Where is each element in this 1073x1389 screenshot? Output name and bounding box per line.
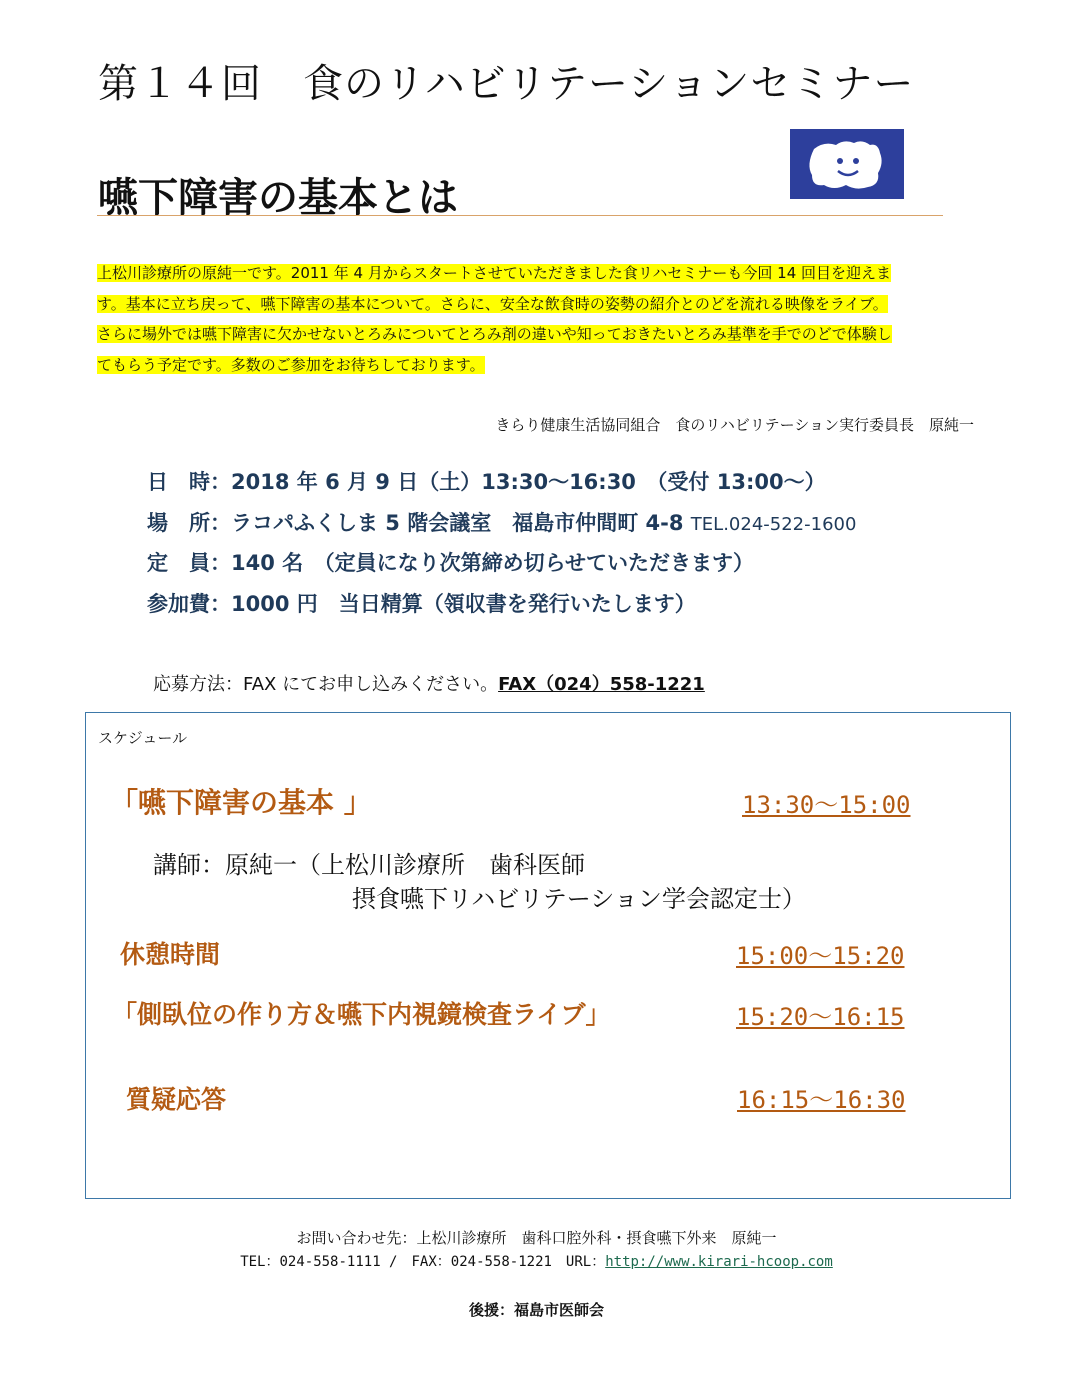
- website-link[interactable]: http://www.kirari-hcoop.com: [605, 1254, 833, 1270]
- schedule-item-title: 「嚥下障害の基本 」: [110, 786, 372, 819]
- tel-fax-text: TEL：024-558-1111 / FAX：024-558-1221 URL：: [240, 1254, 606, 1270]
- schedule-item-time: 16:15〜16:30: [737, 1086, 906, 1114]
- application-fax: FAX（024）558-1221: [498, 674, 705, 695]
- event-fee: 参加費：1000 円 当日精算（領収書を発行いたします）: [147, 592, 696, 616]
- schedule-item-title: 休憩時間: [120, 940, 221, 969]
- schedule-item-title: 「側臥位の作り方＆嚥下内視鏡検査ライブ」: [112, 1000, 611, 1029]
- schedule-label: スケジュール: [98, 729, 188, 747]
- support-credit: 後援：福島市医師会: [468, 1301, 604, 1319]
- intro-line: 上松川診療所の原純一です。2011 年 4 月からスタートさせていただきました食リハセミナーも今回 14 回目を迎えま: [97, 264, 891, 282]
- lecturer-line: 講師：原純一（上松川診療所 歯科医師: [153, 851, 585, 879]
- schedule-item-time: 13:30〜15:00: [742, 791, 911, 819]
- schedule-item-time: 15:00〜15:20: [736, 942, 905, 970]
- event-place: [147, 507, 856, 537]
- seminar-title: 第１４回 食のリハビリテーションセミナー: [98, 61, 915, 107]
- application-method: [153, 670, 705, 696]
- smiling-map-logo-icon: [790, 129, 904, 199]
- intro-line: す。基本に立ち戻って、嚥下障害の基本について。さらに、安全な飲食時の姿勢の紹介とのどを流れる映像をライブ。: [97, 294, 888, 313]
- schedule-item-title: 質疑応答: [126, 1085, 227, 1114]
- contact-numbers: [0, 1251, 1073, 1271]
- intro-line: てもらう予定です。多数のご参加をお待ちしております。: [97, 355, 485, 374]
- page-title: 嚥下障害の基本とは: [98, 175, 458, 221]
- organizer-signature: きらり健康生活協同組合 食のリハビリテーション実行委員長 原純一: [495, 416, 974, 434]
- title-divider: [97, 215, 943, 216]
- event-date: 日 時：2018 年 6 月 9 日（土）13:30〜16:30 （受付 13:00〜）: [147, 470, 826, 494]
- event-place-text: 場 所：ラコパふくしま 5 階会議室 福島市仲間町 4-8: [147, 511, 684, 535]
- contact-info: お問い合わせ先：上松川診療所 歯科口腔外科・摂食嚥下外来 原純一: [296, 1229, 777, 1247]
- event-capacity: 定 員：140 名 （定員になり次第締め切らせていただきます）: [147, 551, 755, 575]
- lecturer-line: 摂食嚥下リハビリテーション学会認定士）: [352, 885, 806, 913]
- intro-paragraph: [97, 258, 977, 380]
- schedule-item-time: 15:20〜16:15: [736, 1003, 905, 1031]
- intro-line: さらに場外では嚥下障害に欠かせないとろみについてとろみ剤の違いや知っておきたいとろみ基準を手でのどで体験し: [97, 325, 892, 343]
- application-text: 応募方法：FAX にてお申し込みください。: [153, 674, 499, 695]
- event-place-tel: TEL.024-522-1600: [690, 514, 857, 535]
